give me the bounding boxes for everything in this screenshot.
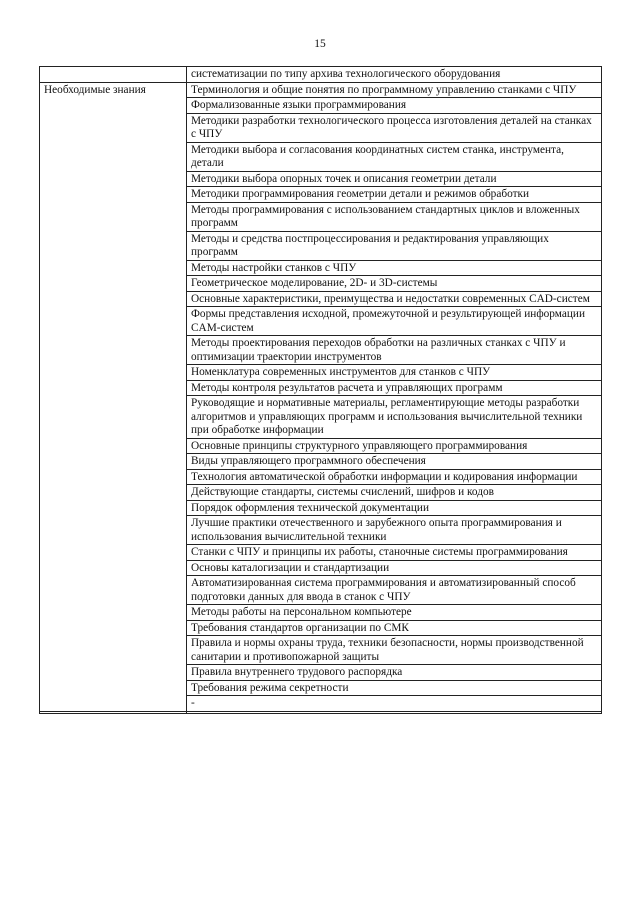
value-cell: Лучшие практики отечественного и зарубежного опыта программирования и использования вычислительной техники (187, 516, 602, 545)
value-cell: Основы каталогизации и стандартизации (187, 560, 602, 576)
value-cell: Методы контроля результатов расчета и управляющих программ (187, 380, 602, 396)
value-cell: - (187, 696, 602, 712)
value-cell: Требования стандартов организации по СМК (187, 620, 602, 636)
table-row (40, 67, 602, 83)
value-cell: Методы настройки станков с ЧПУ (187, 260, 602, 276)
value-cell: Методы работы на персональном компьютере (187, 605, 602, 621)
section-label-required-knowledge: Необходимые знания (40, 82, 187, 711)
value-cell: систематизации по типу архива технологического оборудования (187, 67, 602, 83)
label-cell (40, 67, 187, 83)
value-cell: Методы проектирования переходов обработки на различных станках с ЧПУ и оптимизации траектории инструментов (187, 336, 602, 365)
value-cell: Требования режима секретности (187, 680, 602, 696)
section-label-other-characteristics (40, 711, 187, 713)
value-cell: Формализованные языки программирования (187, 98, 602, 114)
value-cell: Руководящие и нормативные материалы, регламентирующие методы разработки алгоритмов и управляющих программ и использования вычислительной техники при обработке информации (187, 396, 602, 439)
value-cell: Станки с ЧПУ и принципы их работы, станочные системы программирования (187, 545, 602, 561)
qualification-table (39, 66, 602, 714)
value-cell: Методы программирования с использованием стандартных циклов и вложенных программ (187, 202, 602, 231)
value-cell: Методы и средства постпроцессирования и редактирования управляющих программ (187, 231, 602, 260)
value-cell: Методики выбора и согласования координатных систем станка, инструмента, детали (187, 142, 602, 171)
value-cell: Методики программирования геометрии детали и режимов обработки (187, 187, 602, 203)
value-cell: Основные принципы структурного управляющего программирования (187, 438, 602, 454)
value-cell: Действующие стандарты, системы счислений, шифров и кодов (187, 485, 602, 501)
value-cell: Методики выбора опорных точек и описания геометрии детали (187, 171, 602, 187)
page-number: 15 (314, 38, 326, 50)
value-cell: Формы представления исходной, промежуточной и результирующей информации CAM-систем (187, 307, 602, 336)
value-cell: Методики разработки технологического процесса изготовления деталей на станках с ЧПУ (187, 113, 602, 142)
value-cell: Основные характеристики, преимущества и недостатки современных CAD-систем (187, 291, 602, 307)
value-cell: Технология автоматической обработки информации и кодирования информации (187, 469, 602, 485)
value-cell: Виды управляющего программного обеспечения (187, 454, 602, 470)
table-row (40, 711, 602, 713)
value-cell: Автоматизированная система программирования и автоматизированный способ подготовки данных для ввода в станок с ЧПУ (187, 576, 602, 605)
value-cell: Терминология и общие понятия по программному управлению станками с ЧПУ (187, 82, 602, 98)
value-cell: Порядок оформления технической документации (187, 500, 602, 516)
value-cell (187, 711, 602, 713)
value-cell: Номенклатура современных инструментов для станков с ЧПУ (187, 365, 602, 381)
value-cell: Геометрическое моделирование, 2D- и 3D-системы (187, 276, 602, 292)
table-row (40, 82, 602, 98)
value-cell: Правила и нормы охраны труда, техники безопасности, нормы производственной санитарии и противопожарной защиты (187, 636, 602, 665)
value-cell: Правила внутреннего трудового распорядка (187, 665, 602, 681)
